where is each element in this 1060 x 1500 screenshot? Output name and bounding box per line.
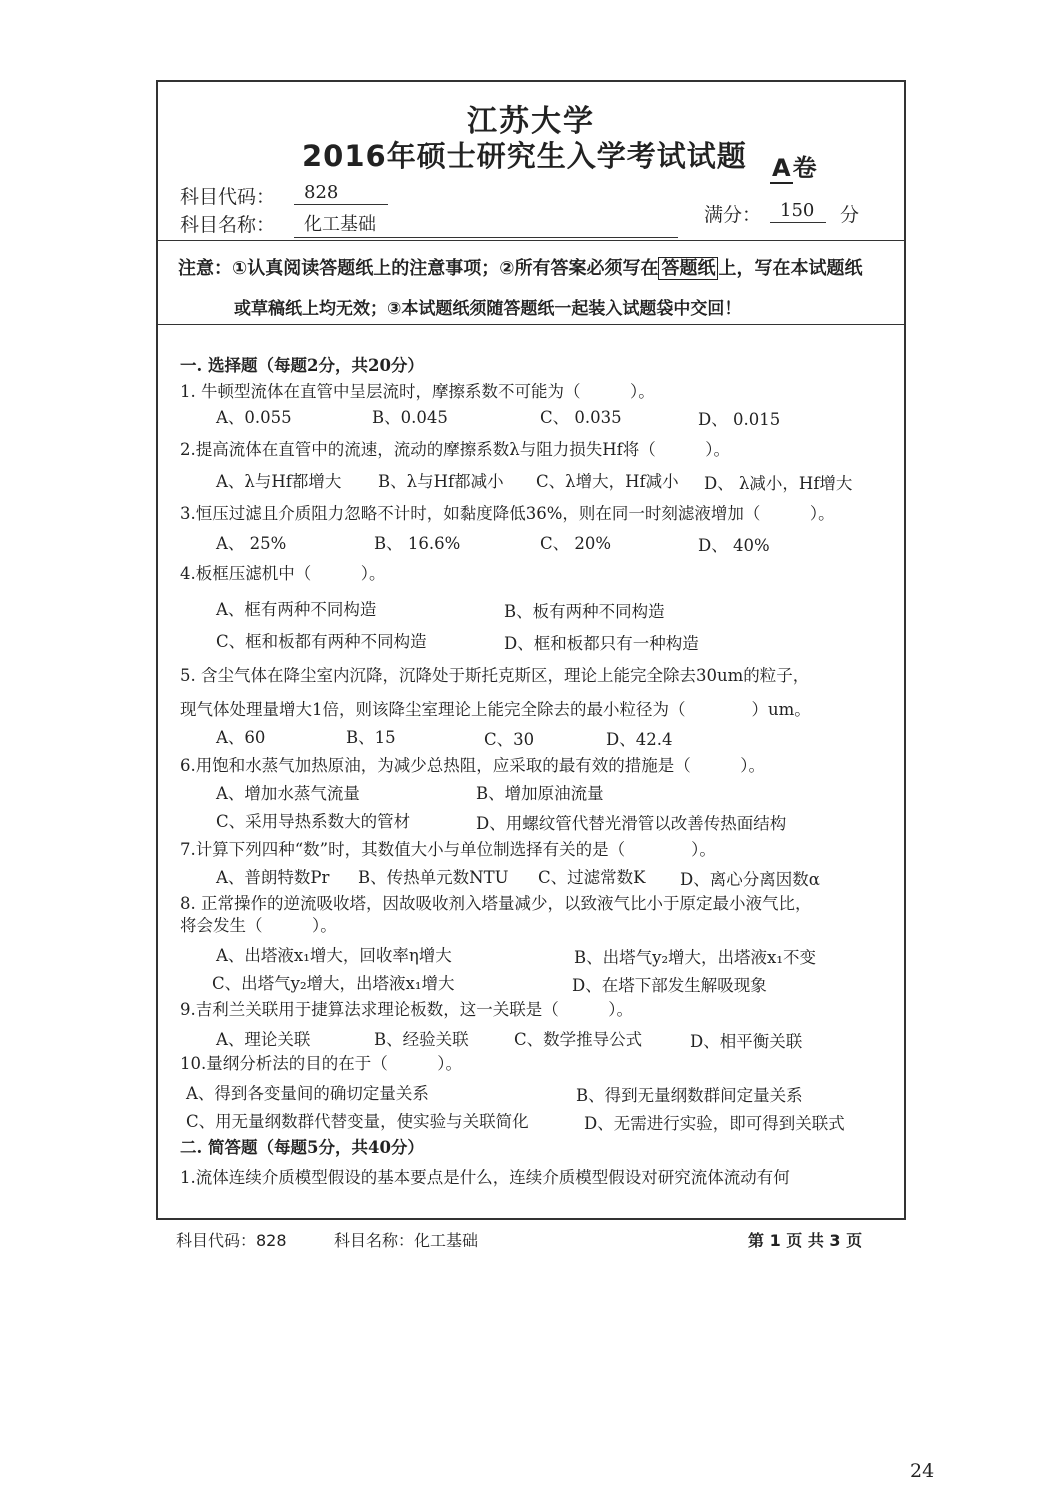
option: D、42.4 xyxy=(606,730,673,749)
subject-name-label: 科目名称： xyxy=(180,214,276,236)
score-unit: 分 xyxy=(840,204,860,226)
option: D、 λ减小，Hf增大 xyxy=(704,474,853,493)
option: D、离心分离因数α xyxy=(680,870,820,889)
option: C、λ增大，Hf减小 xyxy=(536,472,679,491)
footer-subject-code: 科目代码：828 xyxy=(176,1231,287,1250)
paper-letter: A xyxy=(772,154,791,182)
question-8: 8. 正常操作的逆流吸收塔，因故吸收剂入塔量减少，以致液气比小于原定最小液气比， xyxy=(180,894,812,913)
option: A、 25% xyxy=(216,534,287,553)
page-number: 24 xyxy=(910,1460,935,1482)
paper-suffix: 卷 xyxy=(792,154,817,182)
option: C、30 xyxy=(484,730,535,749)
option: C、 20% xyxy=(540,534,612,553)
option: B、0.045 xyxy=(372,408,448,427)
subject-name: 化工基础 xyxy=(294,210,678,238)
notice-divider xyxy=(158,324,904,325)
option: D、 40% xyxy=(698,536,770,555)
question-8-cont: 将会发生（ ）。 xyxy=(180,916,337,935)
exam-sheet xyxy=(156,80,906,1220)
short-answer-1: 1.流体连续介质模型假设的基本要点是什么，连续介质模型假设对研究流体流动有何 xyxy=(180,1168,790,1187)
option: C、采用导热系数大的管材 xyxy=(216,812,411,831)
notice-line-1 xyxy=(178,254,862,280)
option: D、框和板都只有一种构造 xyxy=(504,634,699,653)
option: A、增加水蒸气流量 xyxy=(216,784,360,803)
question-5-cont: 现气体处理量增大1倍，则该降尘室理论上能完全除去的最小粒径为（ ）um。 xyxy=(180,700,811,719)
option: D、在塔下部发生解吸现象 xyxy=(572,976,767,995)
option: A、λ与Hf都增大 xyxy=(216,472,342,491)
option: B、出塔气y₂增大，出塔液x₁不变 xyxy=(574,948,816,967)
option: B、15 xyxy=(346,728,396,747)
option: B、传热单元数NTU xyxy=(358,868,509,887)
option: C、过滤常数K xyxy=(538,868,646,887)
option: B、λ与Hf都减小 xyxy=(378,472,504,491)
option: B、经验关联 xyxy=(374,1030,469,1049)
option: C、数学推导公式 xyxy=(514,1030,643,1049)
score-label: 满分： xyxy=(704,204,762,226)
option: A、普朗特数Pr xyxy=(216,868,330,887)
notice-text-b: 上，写在本试题纸 xyxy=(718,258,863,279)
question-10: 10.量纲分析法的目的在于（ ）。 xyxy=(180,1054,462,1073)
subject-code-label: 科目代码： xyxy=(180,186,276,208)
option: B、得到无量纲数群间定量关系 xyxy=(576,1086,803,1105)
option: D、 0.015 xyxy=(698,410,781,429)
option: D、相平衡关联 xyxy=(690,1032,803,1051)
header-divider xyxy=(158,240,904,241)
option: D、无需进行实验，即可得到关联式 xyxy=(584,1114,845,1133)
subject-code: 828 xyxy=(294,182,388,205)
score-value: 150 xyxy=(770,200,826,223)
option: A、得到各变量间的确切定量关系 xyxy=(186,1084,429,1103)
option: C、框和板都有两种不同构造 xyxy=(216,632,427,651)
question-5: 5. 含尘气体在降尘室内沉降，沉降处于斯托克斯区，理论上能完全除去30um的粒子， xyxy=(180,666,810,685)
option: A、0.055 xyxy=(216,408,292,427)
exam-title: 2016年硕士研究生入学考试试题 xyxy=(302,139,747,173)
option: A、理论关联 xyxy=(216,1030,311,1049)
notice-line-2: 或草稿纸上均无效；③本试题纸须随答题纸一起装入试题袋中交回！ xyxy=(234,299,742,319)
notice-boxed-word: 答题纸 xyxy=(658,257,718,280)
question-3: 3.恒压过滤且介质阻力忽略不计时，如黏度降低36%，则在同一时刻滤液增加（ ）。 xyxy=(180,504,835,523)
footer-subject-name: 科目名称：化工基础 xyxy=(334,1231,479,1250)
question-7: 7.计算下列四种“数”时，其数值大小与单位制选择有关的是（ ）。 xyxy=(180,840,716,859)
option: B、板有两种不同构造 xyxy=(504,602,665,621)
question-9: 9.吉利兰关联用于捷算法求理论板数，这一关联是（ ）。 xyxy=(180,1000,633,1019)
section-2-title: 二. 简答题（每题5分，共40分） xyxy=(180,1138,424,1157)
option: C、用无量纲数群代替变量，使实验与关联简化 xyxy=(186,1112,529,1131)
notice-text-a: 注意：①认真阅读答题纸上的注意事项；②所有答案必须写在 xyxy=(178,258,659,279)
option: D、用螺纹管代替光滑管以改善传热面结构 xyxy=(476,814,787,833)
question-6: 6.用饱和水蒸气加热原油，为减少总热阻，应采取的最有效的措施是（ ）。 xyxy=(180,756,765,775)
question-4: 4.板框压滤机中（ ）。 xyxy=(180,564,386,583)
section-1-title: 一. 选择题（每题2分，共20分） xyxy=(180,356,424,375)
question-1: 1. 牛顿型流体在直管中呈层流时，摩擦系数不可能为（ ）。 xyxy=(180,382,655,401)
option: B、增加原油流量 xyxy=(476,784,604,803)
option: B、 16.6% xyxy=(374,534,461,553)
option: A、出塔液x₁增大，回收率η增大 xyxy=(216,946,452,965)
option: A、框有两种不同构造 xyxy=(216,600,377,619)
footer-page-indicator: 第 1 页 共 3 页 xyxy=(748,1231,863,1250)
school-name: 江苏大学 xyxy=(467,104,595,139)
option: A、60 xyxy=(216,728,266,747)
option: C、 0.035 xyxy=(540,408,622,427)
paper-version xyxy=(770,148,817,183)
option: C、出塔气y₂增大，出塔液x₁增大 xyxy=(212,974,455,993)
question-2: 2.提高流体在直管中的流速，流动的摩擦系数λ与阻力损失Hf将（ ）。 xyxy=(180,440,730,459)
